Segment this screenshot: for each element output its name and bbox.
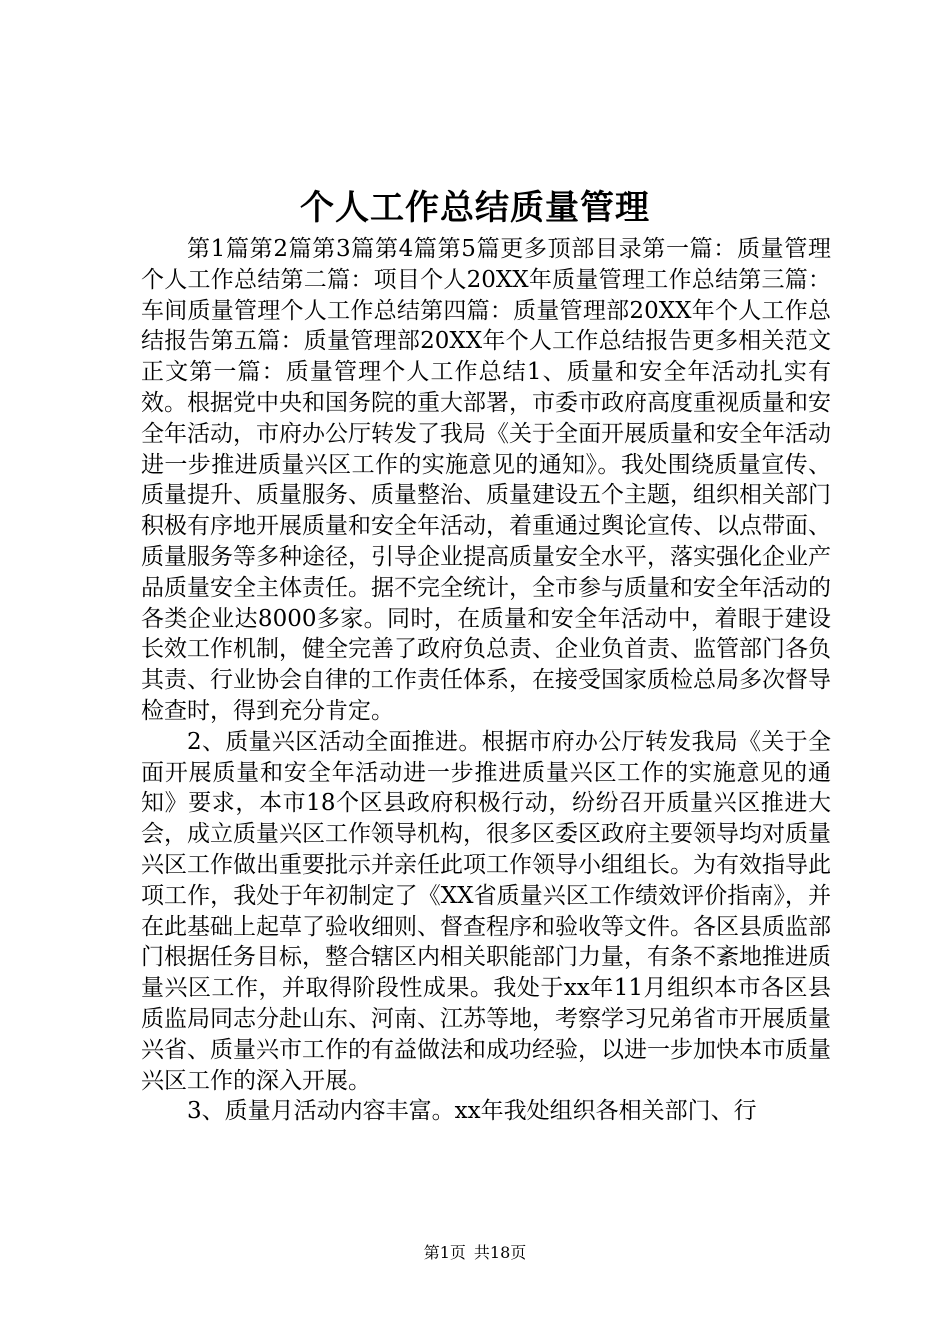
page-number: 第1页: [423, 1243, 466, 1262]
page-total: 共18页: [473, 1243, 527, 1262]
paragraph-1: 第1篇第2篇第3篇第4篇第5篇更多顶部目录第一篇：质量管理个人工作总结第二篇：项目个人20XX年质量管理工作总结第三篇：车间质量管理个人工作总结第四篇：质量管理部20XX年个人工作总结报告第五篇：质量管理部20XX年个人工作总结报告更多相关范文正文第一篇：质量管理个人工作总结1、质量和安全年活动扎实有效。根据党中央和国务院的重大部署，市委市政府高度重视质量和安全年活动，市府办公厅转发了我局《关于全面开展质量和安全年活动进一步推进质量兴区工作的实施意见的通知》。我处围绕质量宣传、质量提升、质量服务、质量整治、质量建设五个主题，组织相关部门积极有序地开展质量和安全年活动，着重通过舆论宣传、以点带面、质量服务等多种途径，引导企业提高质量安全水平，落实强化企业产品质量安全主体责任。据不完全统计，全市参与质量和安全年活动的各类企业达8000多家。同时，在质量和安全年活动中，着眼于建设长效工作机制，健全完善了政府负总责、企业负首责、监管部门各负其责、行业协会自律的工作责任体系，在接受国家质检总局多次督导检查时，得到充分肯定。: [141, 236, 831, 724]
document-title: 个人工作总结质量管理: [300, 188, 650, 228]
page-footer: [0, 1241, 950, 1265]
document-body: [141, 234, 831, 1127]
paragraph-3: 3、质量月活动内容丰富。xx年我处组织各相关部门、行: [187, 1098, 757, 1125]
paragraph-2: 2、质量兴区活动全面推进。根据市府办公厅转发我局《关于全面开展质量和安全年活动进一步推进质量兴区工作的实施意见的通知》要求，本市18个区县政府积极行动，纷纷召开质量兴区推进大会，成立质量兴区工作领导机构，很多区委区政府主要领导均对质量兴区工作做出重要批示并亲任此项工作领导小组组长。为有效指导此项工作，我处于年初制定了《XX省质量兴区工作绩效评价指南》，并在此基础上起草了验收细则、督查程序和验收等文件。各区县质监部门根据任务目标，整合辖区内相关职能部门力量，有条不紊地推进质量兴区工作，并取得阶段性成果。我处于xx年11月组织本市各区县质监局同志分赴山东、河南、江苏等地，考察学习兄弟省市开展质量兴省、质量兴市工作的有益做法和成功经验，以进一步加快本市质量兴区工作的深入开展。: [141, 728, 831, 1094]
